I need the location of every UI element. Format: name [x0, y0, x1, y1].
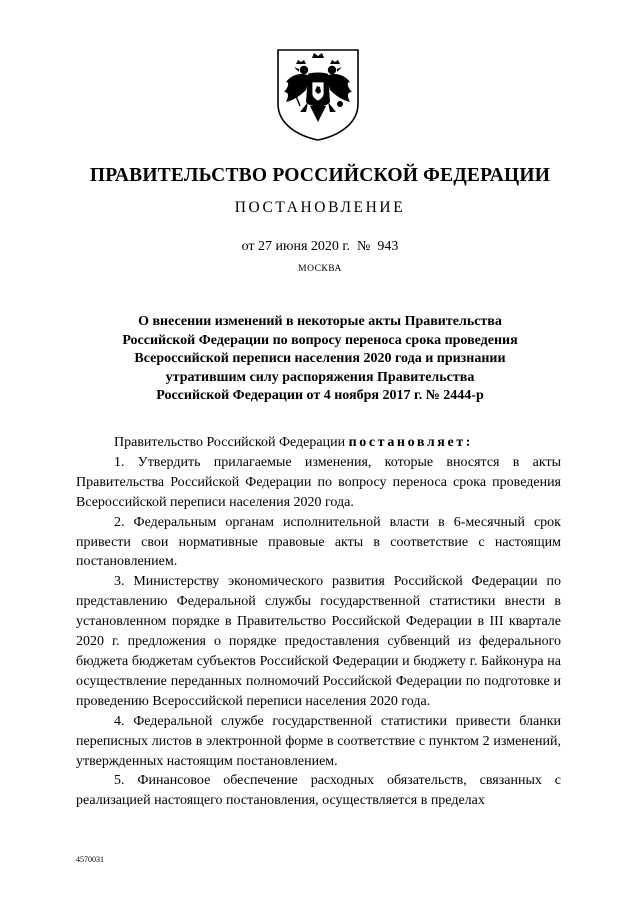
document-type: ПОСТАНОВЛЕНИЕ: [234, 199, 406, 216]
paragraph-1: 1. Утвердить прилагаемые изменения, которые вносятся в акты Правительства Российской Федерации по вопросу переноса срока проведения Всероссийской переписи населения 2020 года.: [76, 454, 561, 510]
heading-line: Российской Федерации по вопросу переноса срока проведения: [122, 332, 518, 348]
paragraph-4: 4. Федеральной службе государственной статистики привести бланки переписных листов в электронной форме в соответствие с пунктом 2 изменений, утвержденных настоящим постановлением.: [76, 713, 561, 769]
heading-line: утратившим силу распоряжения Правительства: [165, 369, 475, 385]
heading-line: Всероссийской переписи населения 2020 года и признании: [134, 351, 506, 367]
resolution-heading: [96, 313, 544, 406]
paragraph-2: 2. Федеральным органам исполнительной власти в 6-месячный срок привести свои нормативные правовые акты в соответствие с настоящим постановлением.: [76, 514, 561, 570]
preamble-paragraph: [76, 433, 561, 453]
heading-line: О внесении изменений в некоторые акты Правительства: [138, 314, 502, 329]
document-date-number: от 27 июня 2020 г. № 943: [241, 239, 399, 254]
preamble-text: Правительство Российской Федерации: [114, 435, 346, 450]
heading-line: Российской Федерации от 4 ноября 2017 г. № 2444-р: [156, 388, 484, 404]
government-title: ПРАВИТЕЛЬСТВО РОССИЙСКОЙ ФЕДЕРАЦИИ: [89, 165, 551, 186]
paragraph-5: 5. Финансовое обеспечение расходных обязательств, связанных с реализацией настоящего постановления, осуществляется в пределах: [76, 773, 561, 809]
decree-word: постановляет:: [348, 435, 473, 450]
resolution-body: [76, 433, 561, 811]
paragraph-3: 3. Министерству экономического развития Российской Федерации по представлению Федеральной службы государственной статистики внести в установленном порядке в Правительство Российской Федерации в III квартале 2020 г. предложения о порядке предоставления субвенций из федерального бюджета бюджетам субъектов Российской Федерации и бюджету г. Байконура на осуществление переданных полномочий Российской Федерации по подготовке и проведению Всероссийской переписи населения 2020 года.: [76, 574, 561, 709]
russian-coat-of-arms-icon: [274, 46, 362, 142]
document-code: 4570031: [76, 855, 104, 864]
city-name: МОСКВА: [298, 264, 342, 274]
